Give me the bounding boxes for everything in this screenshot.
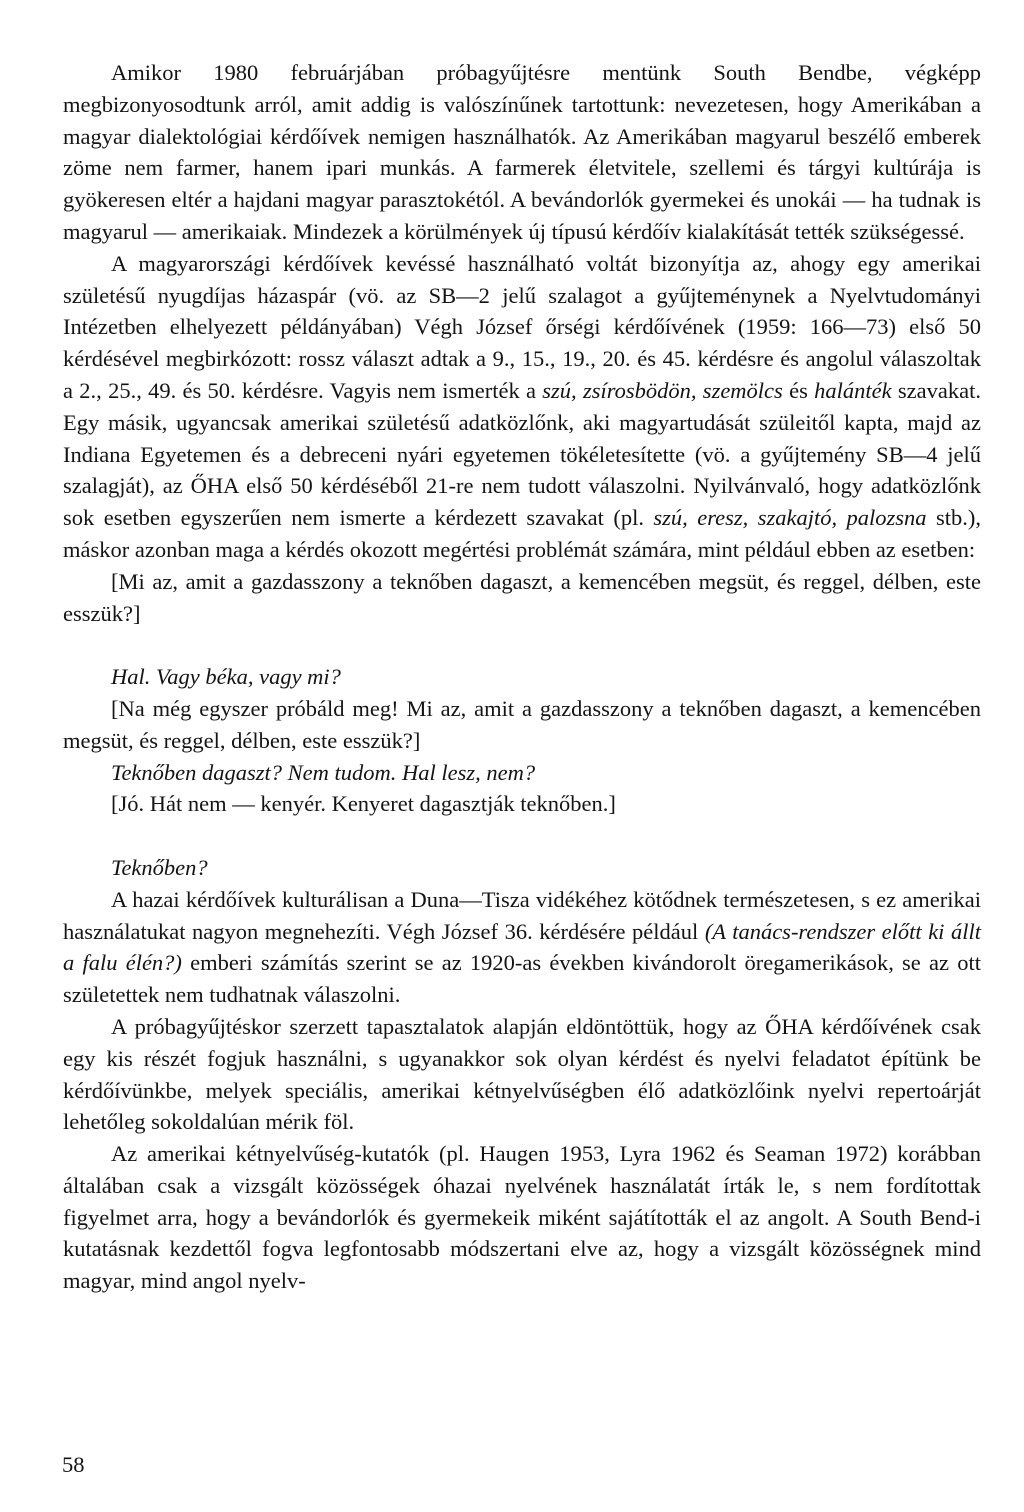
paragraph-1: Amikor 1980 februárjában próbagyűjtésre mentünk South Bendbe, végképp megbizonyosodtunk arról, amit addig is valószínűnek tartottunk: nevezetesen, hogy Amerikában a magyar dialektológiai kérdőívek nemigen használhatók. Az Amerikában magyarul beszélő emberek zöme nem farmer, hanem ipari munkás. A farmerek életvitele, szellemi és tárgyi kultúrája is gyökeresen eltér a hajdani magyar parasztokétól. A bevándorlók gyermekei és unokái — ha tudnak is magyarul — amerikaiak. Mindezek a körülmények új típusú kérdőív kialakítását tették szükségessé.: [63, 60, 981, 244]
dialog-question-1: [Mi az, amit a gazdasszony a teknőben dagaszt, a kemencében megsüt, és reggel, délben, este esszük?]: [63, 568, 981, 626]
paragraph-2-italic-words-3: szú, eresz, szakajtó, palozsna: [653, 505, 927, 531]
paragraph-3-text-b: emberi számítás szerint se az 1920-as években kivándorolt öregamerikások, se az ott születettek nem tudhatnak válaszolni.: [63, 950, 981, 1008]
paragraph-2-italic-words-1: szú, zsírosbödön, szemölcs: [542, 377, 783, 403]
page-number: 58: [62, 1452, 85, 1477]
dialog-question-2: [Na még egyszer próbáld meg! Mi az, amit a gazdasszony a teknőben dagaszt, a kemencében megsüt, és reggel, délben, este esszük?]: [63, 695, 981, 753]
page-body: [63, 57, 981, 1297]
dialog-answer-3: Teknőben?: [111, 854, 208, 880]
paragraph-2-text-d: stb.), máskor azonban maga a kérdés okozott megértési problémát számára, mint például ebben az esetben:: [63, 505, 982, 562]
paragraph-3-italic-question: (A tanács-rendszer előtt ki állt a falu élén?): [63, 918, 981, 976]
paragraph-2: [63, 248, 981, 566]
paragraph-2-text-a: A magyarországi kérdőívek kevéssé használható voltát bizonyítja az, ahogy egy amerikai születésű nyugdíjas házaspár (vö. az SB—2 jelű szalagot a gyűjteménynek a Nyelvtudományi Intézetben elhelyezett példányában) Végh József őrségi kérdőívének (1959: 166—73) első 50 kérdésével megbirkózott: rossz választ adtak a 9., 15., 19., 20. és 45. kérdésre és angolul válaszoltak a 2., 25., 49. és 50. kérdésre. Vagyis nem ismerték a: [63, 250, 981, 403]
dialog-question-3: [Jó. Hát nem — kenyér. Kenyeret dagasztják teknőben.]: [111, 791, 616, 817]
spacer: [63, 820, 981, 852]
dialog-answer-1: Hal. Vagy béka, vagy mi?: [111, 664, 341, 690]
paragraph-2-italic-words-2: halánték: [814, 377, 892, 403]
paragraph-3: [63, 884, 981, 1011]
dialog-answer-2: Teknőben dagaszt? Nem tudom. Hal lesz, nem?: [111, 759, 536, 785]
paragraph-3-text-a: A hazai kérdőívek kulturálisan a Duna—Tisza vidékéhez kötődnek természetesen, s ez amerikai használatukat nagyon megnehezíti. Végh József 36. kérdésére például: [63, 886, 981, 944]
paragraph-5: Az amerikai kétnyelvűség-kutatók (pl. Haugen 1953, Lyra 1962 és Seaman 1972) korábban általában csak a vizsgált közösségek óhazai nyelvének használatát írták le, s nem fordítottak figyelmet arra, hogy a bevándorlók és gyermekeik miként sajátították el az angolt. A South Bend-i kutatásnak kezdettől fogva legfontosabb módszertani elve az, hogy a vizsgált közösségnek mind magyar, mind angol nyelv-: [63, 1141, 981, 1294]
paragraph-2-text-c: szavakat. Egy másik, ugyancsak amerikai születésű adatközlőnk, aki magyartudását szüleitől kapta, majd az Indiana Egyetemen és a debreceni nyári egyetemen tökéletesítette (vö. a gyűjtemény SB—4 jelű szalagját), az ŐHA első 50 kérdéséből 21-re nem tudott válaszolni. Nyilvánvaló, hogy adatközlőnk sok esetben egyszerűen nem ismerte a kérdezett szavakat (pl.: [63, 377, 981, 531]
paragraph-2-text-b: és: [782, 377, 815, 403]
spacer: [63, 629, 981, 661]
paragraph-4: A próbagyűjtéskor szerzett tapasztalatok alapján eldöntöttük, hogy az ŐHA kérdőívének csak egy kis részét fogjuk használni, s ugyanakkor sok olyan kérdést és nyelvi feladatot építünk be kérdőívünkbe, melyek speciális, amerikai kétnyelvűségben élő adatközlőink nyelvi repertoárját lehetőleg sokoldalúan mérik föl.: [63, 1013, 981, 1135]
